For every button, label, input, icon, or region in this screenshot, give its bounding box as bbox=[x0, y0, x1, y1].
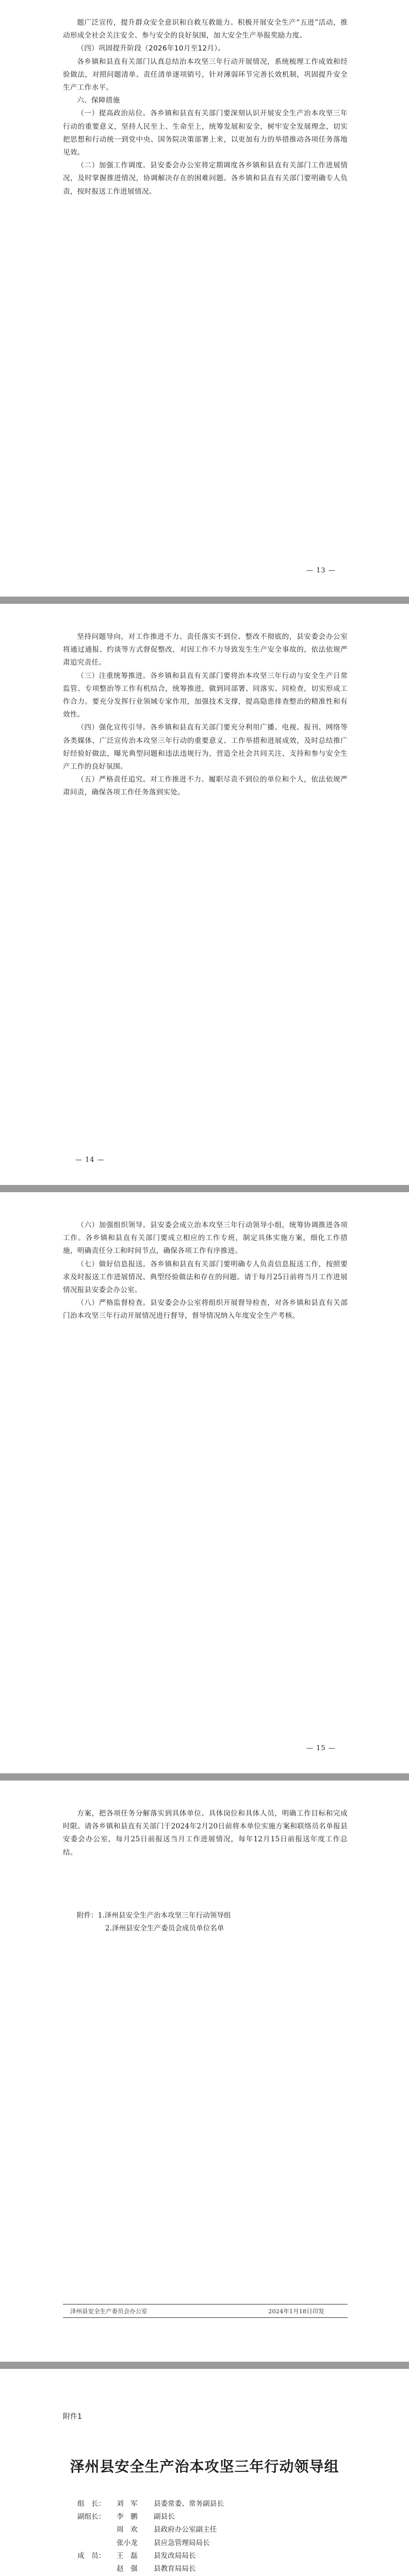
roster-name: 张小龙 bbox=[117, 2538, 138, 2547]
leadership-roster bbox=[63, 2498, 348, 2576]
attachments-list bbox=[63, 1909, 348, 1935]
paragraph: （一）提高政治站位。各乡镇和县直有关部门要深刻认识开展安全生产治本攻坚三年行动的重要意义，坚持人民至上、生命至上，统筹发展和安全，树牢安全发展理念，切实把思想和行动统一到党中央、国务院决策部署上来，以更加有力的举措推动各项任务落地见效。 bbox=[63, 109, 348, 157]
paragraph: 各乡镇和县直有关部门认真总结治本攻坚三年行动开展情况，系统梳理工作成效和经验做法，对照问题清单、责任清单逐项销号，针对薄弱环节完善长效机制，巩固提升安全生产工作水平。 bbox=[63, 57, 348, 92]
roster-name: 李 鹏 bbox=[117, 2513, 138, 2521]
roster-row bbox=[63, 2563, 348, 2575]
roster-row bbox=[63, 2523, 348, 2536]
paragraph: （二）加强工作调度。县安委会办公室将定期调度各乡镇和县直有关部门工作进展情况，及时掌握推进情况，协调解决存在的困难问题。各乡镇和县直有关部门要明确专人负责，按时报送工作进展情况。 bbox=[63, 161, 348, 196]
roster-post: 副县长 bbox=[154, 2513, 175, 2521]
paragraph: （三）注重统筹推进。各乡镇和县直有关部门要将治本攻坚三年行动与安全生产日常监管、专项整治等工作有机结合，统筹推进，做到同部署、同落实、同检查，切实形成工作合力。要充分发挥行业领域专家作用，加强技术支撑，提高隐患排查整治的精准性和有效性。 bbox=[63, 671, 348, 719]
roster-name: 周 欢 bbox=[117, 2526, 138, 2534]
attachment-title: 泽州县安全生产治本攻坚三年行动领导组 bbox=[70, 2458, 339, 2475]
paragraph: 题广泛宣传，提升群众安全意识和自救互救能力。积极开展安全生产“五进”活动，推动形成全社会关注安全、参与安全的良好氛围，加大安全生产举报奖励力度。 bbox=[63, 19, 348, 40]
paragraph: （六）加强组织领导。县安委会成立治本攻坚三年行动领导小组，统筹协调推进各项工作。各乡镇和县直有关部门要成立相应的工作专班，制定具体实施方案，细化工作措施，明确责任分工和时间节点，确保各项工作有序推进。 bbox=[63, 1221, 348, 1256]
paragraph: （五）严格责任追究。对工作推进不力、履职尽责不到位的单位和个人，依法依规严肃问责，确保各项工作任务落到实处。 bbox=[63, 775, 348, 797]
page-number: — 15 — bbox=[306, 1744, 336, 1752]
page-3-body bbox=[63, 1219, 348, 1323]
document-page-5 bbox=[0, 2369, 409, 2576]
page-separator bbox=[0, 597, 409, 604]
paragraph: （七）做好信息报送。各乡镇和县直有关部门要明确专人负责信息报送工作，按照要求及时报送工作进展情况、典型经验做法和存在的问题。请于每月25日前将当月工作进展情况报县安委会办公室。 bbox=[63, 1260, 348, 1295]
roster-role: 副组长： bbox=[77, 2513, 106, 2521]
document-page-1 bbox=[0, 0, 409, 597]
document-page-4 bbox=[0, 1781, 409, 2362]
document-page-2 bbox=[0, 604, 409, 1185]
paragraph: 方案，把各项任务分解落实到具体单位、具体岗位和具体人员，明确工作目标和完成时限。请各乡镇和县直有关部门于2024年2月20日前将本单位实施方案和联络员名单报县安委会办公室，每月25日前报送当月工作进展情况，每年12月15日前报送年度工作总结。 bbox=[63, 1809, 348, 1857]
section-heading: 六、保障措施 bbox=[77, 96, 120, 105]
roster-post: 县教育局局长 bbox=[154, 2564, 196, 2573]
footer-date: 2024年1月18日印发 bbox=[268, 2308, 324, 2315]
attachment-label: 附件1 bbox=[63, 2413, 82, 2421]
roster-row bbox=[63, 2511, 348, 2523]
footer-rule bbox=[63, 2317, 348, 2318]
paragraph: 坚持问题导向，对工作推进不力、责任落实不到位、整改不彻底的，县安委会办公室将通过通报、约谈等方式督促整改，对因工作不力导致发生生产安全事故的，依法依规严肃追究责任。 bbox=[63, 633, 348, 667]
page-number: — 14 — bbox=[75, 1156, 105, 1164]
page-2-body bbox=[63, 631, 348, 800]
page-4-body bbox=[63, 1807, 348, 1859]
roster-post: 县委常委、常务副县长 bbox=[154, 2500, 224, 2508]
attachment-item: 2.泽州县安全生产委员会成员单位名单 bbox=[105, 1924, 224, 1933]
page-1-body bbox=[63, 16, 348, 198]
page-separator bbox=[0, 1773, 409, 1781]
roster-post: 县发改局局长 bbox=[154, 2551, 196, 2560]
roster-name: 赵 强 bbox=[117, 2564, 138, 2573]
roster-row bbox=[63, 2537, 348, 2550]
roster-post: 县政府办公室副主任 bbox=[154, 2526, 217, 2534]
paragraph: （八）严格监督检查。县安委会办公室将组织开展督导检查，对各乡镇和县直有关部门治本攻坚三年行动开展情况进行督导，督导情况纳入年度安全生产考核。 bbox=[63, 1299, 348, 1320]
page-number: — 13 — bbox=[306, 567, 336, 574]
paragraph: （四）强化宣传引导。各乡镇和县直有关部门要充分利用广播、电视、报刊、网络等各类媒体，广泛宣传治本攻坚三年行动的重要意义、工作举措和进展成效，及时总结推广好经验好做法，曝光典型问题和违法违规行为，营造全社会共同关注、支持和参与安全生产工作的良好氛围。 bbox=[63, 723, 348, 771]
footer-issuer: 泽州县安全生产委员会办公室 bbox=[70, 2308, 148, 2315]
roster-role: 组 长： bbox=[77, 2500, 106, 2508]
section-heading: （四）巩固提升阶段（2026年10月至12月）。 bbox=[77, 44, 225, 53]
attachment-item: 附件：1.泽州县安全生产治本攻坚三年行动领导组 bbox=[77, 1911, 231, 1920]
document-page-3 bbox=[0, 1192, 409, 1773]
roster-name: 刘 军 bbox=[117, 2500, 138, 2508]
roster-post: 县应急管理局局长 bbox=[154, 2538, 210, 2547]
roster-row bbox=[63, 2498, 348, 2511]
roster-row bbox=[63, 2550, 348, 2563]
roster-name: 王 磊 bbox=[117, 2551, 138, 2560]
page-separator bbox=[0, 2362, 409, 2369]
page-separator bbox=[0, 1185, 409, 1192]
roster-role: 成 员： bbox=[77, 2551, 106, 2560]
